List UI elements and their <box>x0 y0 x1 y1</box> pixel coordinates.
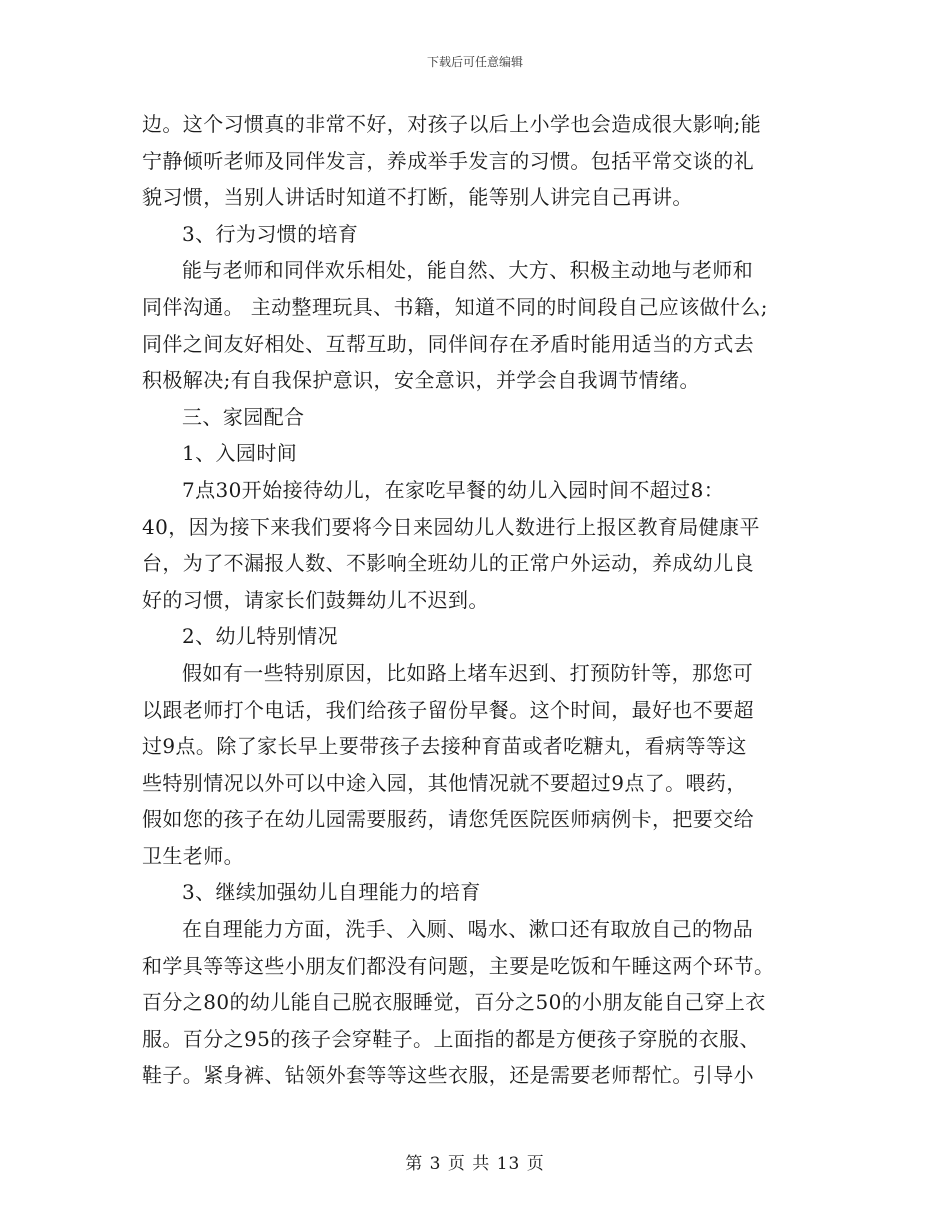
text-line: 以跟老师打个电话，我们给孩子留份早餐。这个时间，最好也不要超 <box>142 697 754 722</box>
page-header: 下载后可任意编辑 <box>426 55 523 69</box>
text-line: 服。百分之95的孩子会穿鞋子。上面指的都是方便孩子穿脱的衣服、 <box>142 1026 760 1051</box>
text-line: 台，为了不漏报人数、不影响全班幼儿的正常户外运动，养成幼儿良 <box>142 551 754 576</box>
text-line: 积极解决;有自我保护意识，安全意识，并学会自我调节情绪。 <box>142 368 700 393</box>
text-line: 40，因为接下来我们要将今日来园幼儿人数进行上报区教育局健康平 <box>142 514 760 539</box>
text-line: 好的习惯，请家长们鼓舞幼儿不迟到。 <box>142 587 489 612</box>
text-line: 3、行为习惯的培育 <box>182 221 359 246</box>
text-line: 三、家园配合 <box>182 404 305 429</box>
text-line: 鞋子。紧身裤、钻领外套等等这些衣服，还是需要老师帮忙。引导小 <box>142 1063 754 1088</box>
text-line: 假如您的孩子在幼儿园需要服药，请您凭医院医师病例卡，把要交给 <box>142 807 754 832</box>
text-line: 和学具等等这些小朋友们都没有问题，主要是吃饭和午睡这两个环节。 <box>142 953 775 978</box>
text-line: 7点30开始接待幼儿，在家吃早餐的幼儿入园时间不超过8： <box>182 477 725 502</box>
text-line: 在自理能力方面，洗手、入厕、喝水、漱口还有取放自己的物品 <box>182 917 754 942</box>
text-line: 宁静倾听老师及同伴发言，养成举手发言的习惯。包括平常交谈的礼 <box>142 148 754 173</box>
page-footer: 第 3 页 共 13 页 <box>405 1154 545 1174</box>
text-line: 同伴之间友好相处、互帮互助，同伴间存在矛盾时能用适当的方式去 <box>142 331 754 356</box>
text-line: 能与老师和同伴欢乐相处，能自然、大方、积极主动地与老师和 <box>182 258 754 283</box>
text-line: 过9点。除了家长早上要带孩子去接种育苗或者吃糖丸，看病等等这 <box>142 734 747 759</box>
text-line: 1、入园时间 <box>182 441 298 466</box>
text-line: 边。这个习惯真的非常不好，对孩子以后上小学也会造成很大影响;能 <box>142 112 762 136</box>
text-line: 2、幼儿特别情况 <box>182 624 338 649</box>
text-line: 百分之80的幼儿能自己脱衣服睡觉，百分之50的小朋友能自己穿上衣 <box>142 990 766 1015</box>
text-line: 同伴沟通。 主动整理玩具、书籍，知道不同的时间段自己应该做什么; <box>142 294 768 319</box>
document-body <box>142 106 814 1094</box>
text-line: 些特别情况以外可以中途入园，其他情况就不要超过9点了。喂药， <box>142 770 747 795</box>
text-line: 假如有一些特别原因，比如路上堵车迟到、打预防针等，那您可 <box>182 660 754 685</box>
text-line: 3、继续加强幼儿自理能力的培育 <box>182 880 481 905</box>
text-line: 卫生老师。 <box>142 843 244 868</box>
text-line: 貌习惯，当别人讲话时知道不打断，能等别人讲完自己再讲。 <box>142 185 693 210</box>
